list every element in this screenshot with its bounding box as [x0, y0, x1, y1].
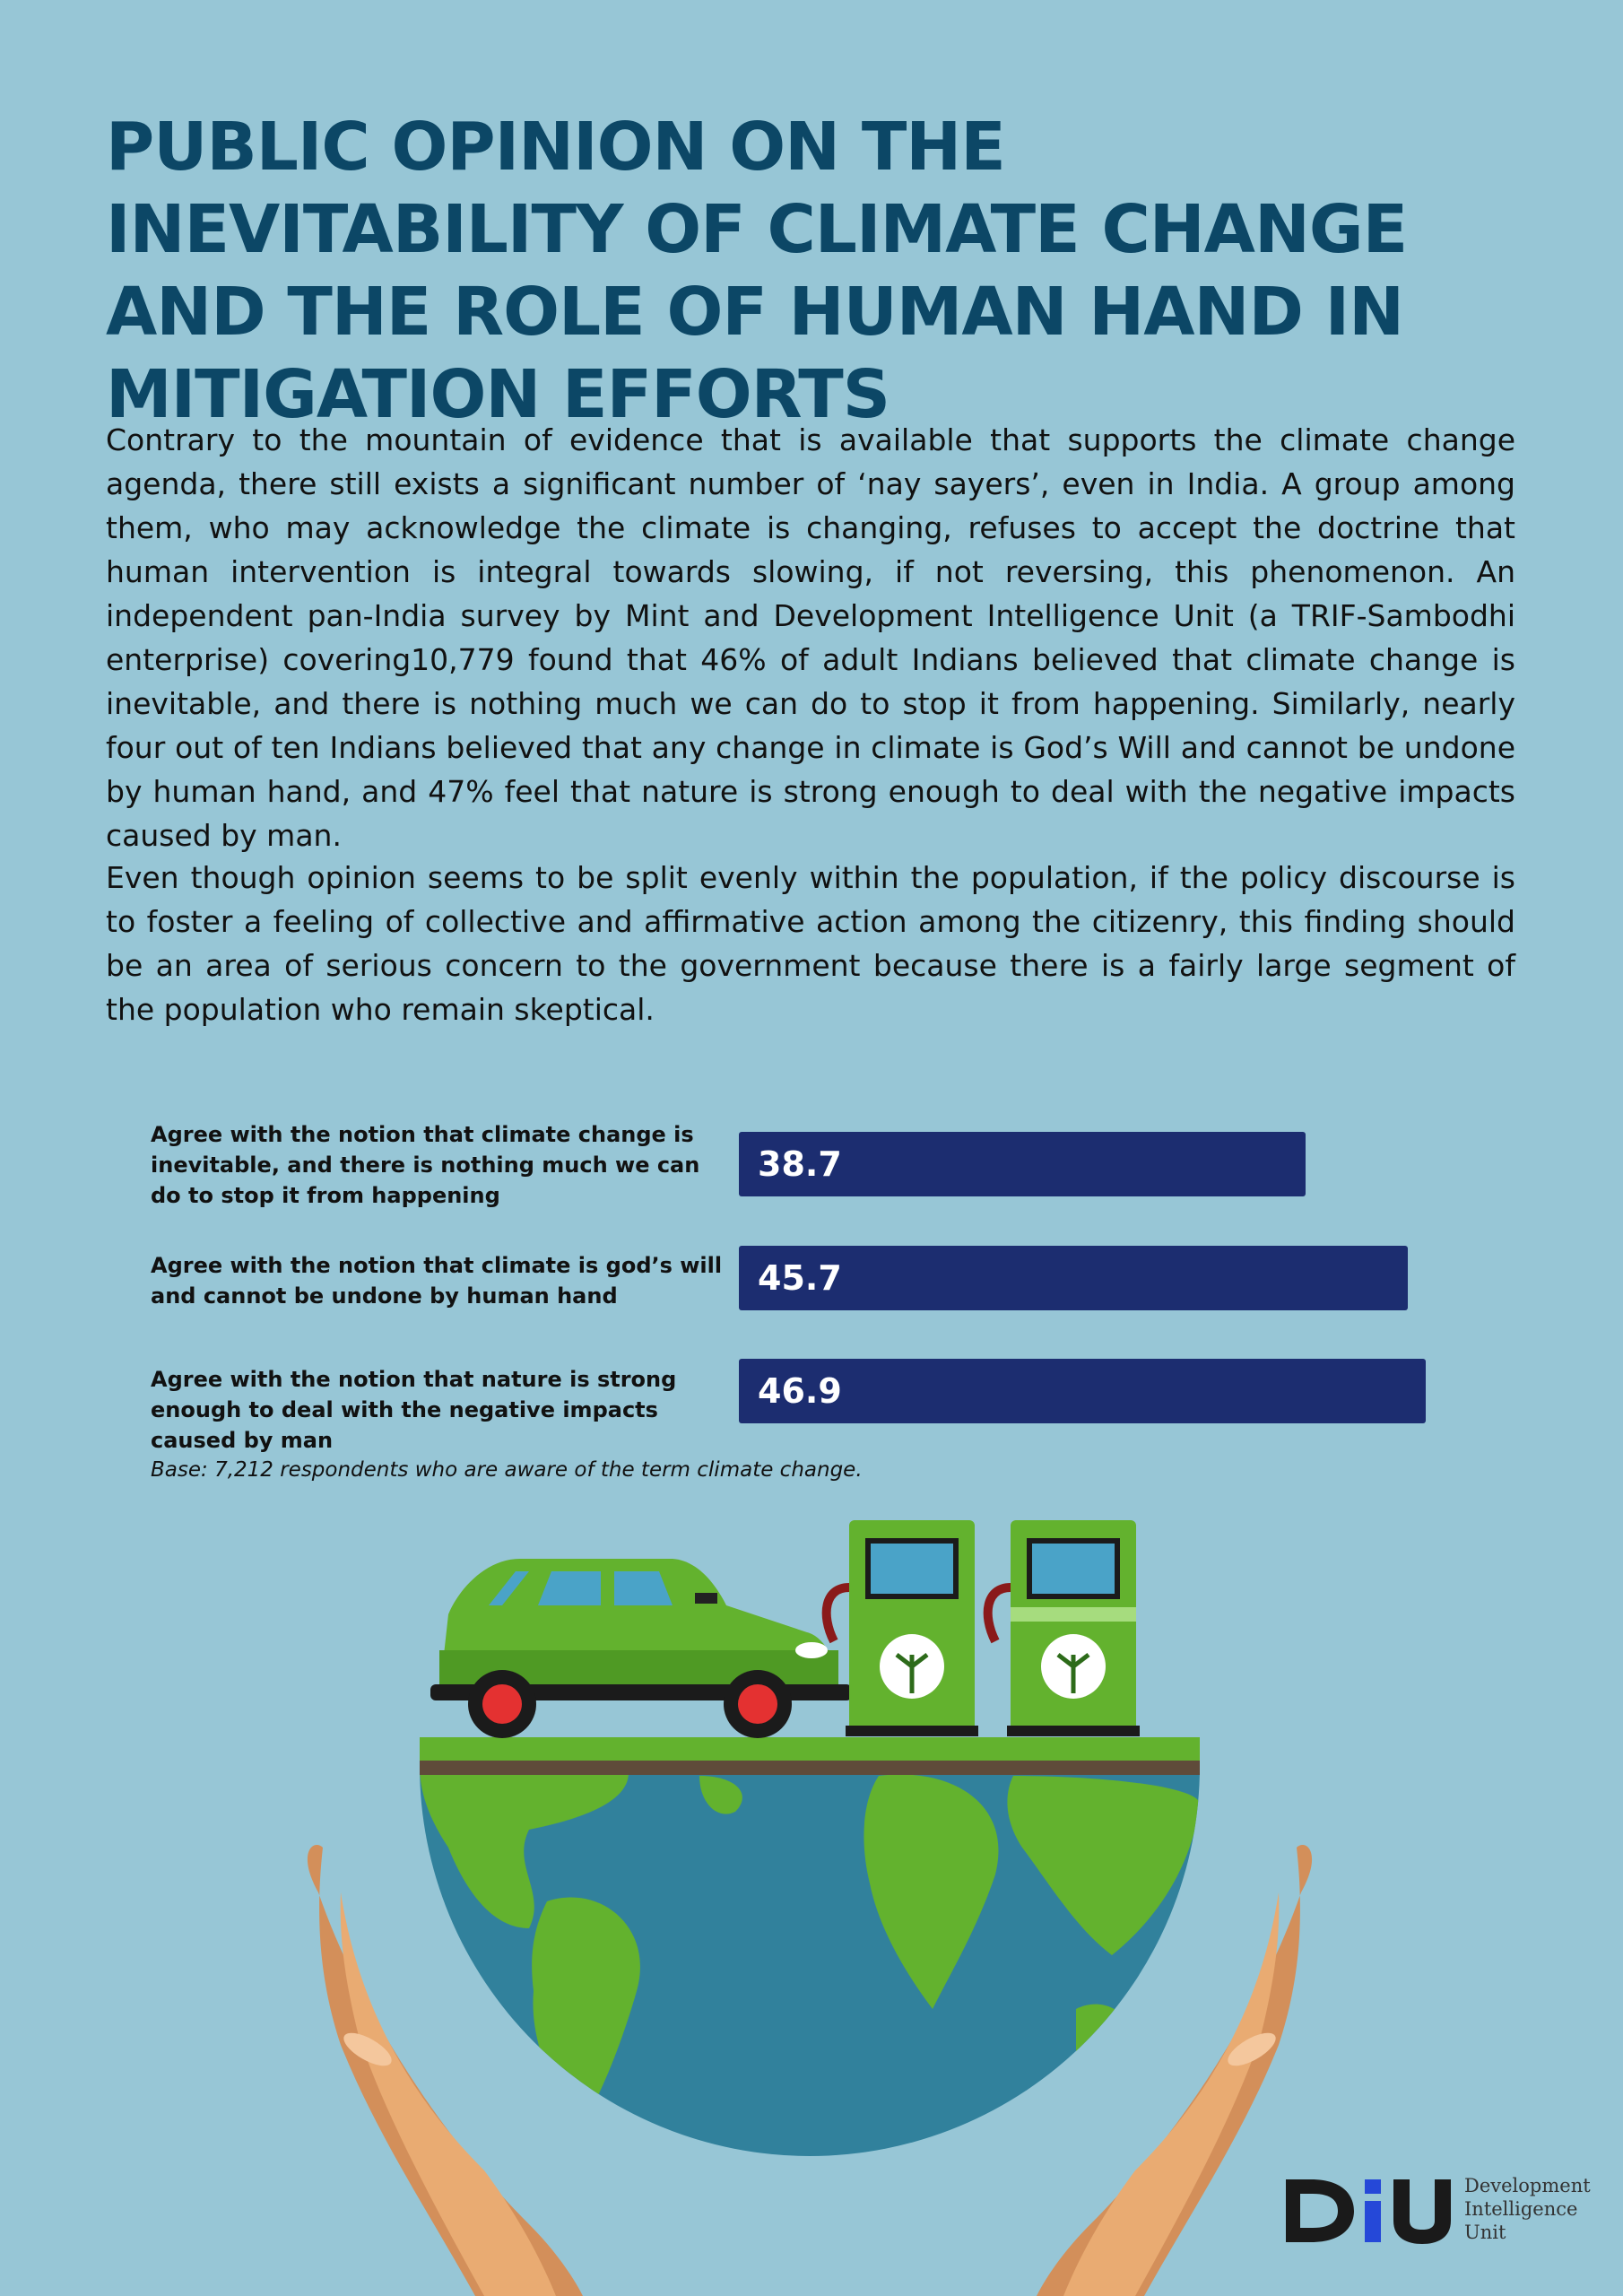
bar-label: Agree with the notion that nature is strong enough to deal with the negative impacts caused by man — [151, 1367, 677, 1453]
logo-line: Intelligence — [1464, 2198, 1578, 2220]
bar — [739, 1359, 1426, 1423]
logo-wordmark — [1464, 2174, 1591, 2244]
logo-line: Development — [1464, 2175, 1591, 2196]
bar-value-label: 38.7 — [758, 1144, 842, 1184]
concern-paragraph: Even though opinion seems to be split evenly within the population, if the policy discourse is to foster a feeling of collective and affirmative action among the citizenry, this finding should be an area of serious concern to the government because there is a fairly large segment of the population who remain skeptical. — [106, 860, 1515, 1027]
bar-value-label: 45.7 — [758, 1258, 842, 1298]
intro-paragraph: Contrary to the mountain of evidence that is available that supports the climate change agenda, there still exists a significant number of ‘nay sayers’, even in India. A group among them, who may acknowledge the climate is changing, refuses to accept the doctrine that human intervention is integral towards slowing, if not reversing, this phenomenon. An independent pan-India survey by Mint and Development Intelligence Unit (a TRIF-Sambodhi enterprise) covering10,779 found that 46% of adult Indians believed that climate change is inevitable, and there is nothing much we can do to stop it from happening. Similarly, nearly four out of ten Indians believed that any change in climate is God’s Will and cannot be undone by human hand, and 47% feel that nature is strong enough to deal with the negative impacts caused by man. — [106, 422, 1515, 853]
diu-logo-icon — [1282, 2170, 1462, 2251]
page-title: PUBLIC OPINION ON THE INEVITABILITY OF CLIMATE CHANGE AND THE ROLE OF HUMAN HAND IN MITIGATION EFFORTS — [106, 109, 1408, 433]
chart-base-note: Base: 7,212 respondents who are aware of the term climate change. — [151, 1458, 863, 1482]
bar-label: Agree with the notion that climate change is inevitable, and there is nothing much we can do to stop it from happening — [151, 1122, 700, 1208]
bar-label: Agree with the notion that climate is god’s will and cannot be undone by human hand — [151, 1253, 723, 1309]
earth-hands-illustration — [305, 1507, 1318, 2296]
fuel-pump-icon — [827, 1520, 978, 1736]
fuel-pump-icon — [988, 1520, 1140, 1736]
ground-strip — [420, 1737, 1200, 1761]
globe-icon — [420, 1766, 1200, 2156]
car-icon — [430, 1559, 852, 1738]
bar-value-label: 46.9 — [758, 1371, 842, 1411]
logo-line: Unit — [1464, 2222, 1506, 2243]
